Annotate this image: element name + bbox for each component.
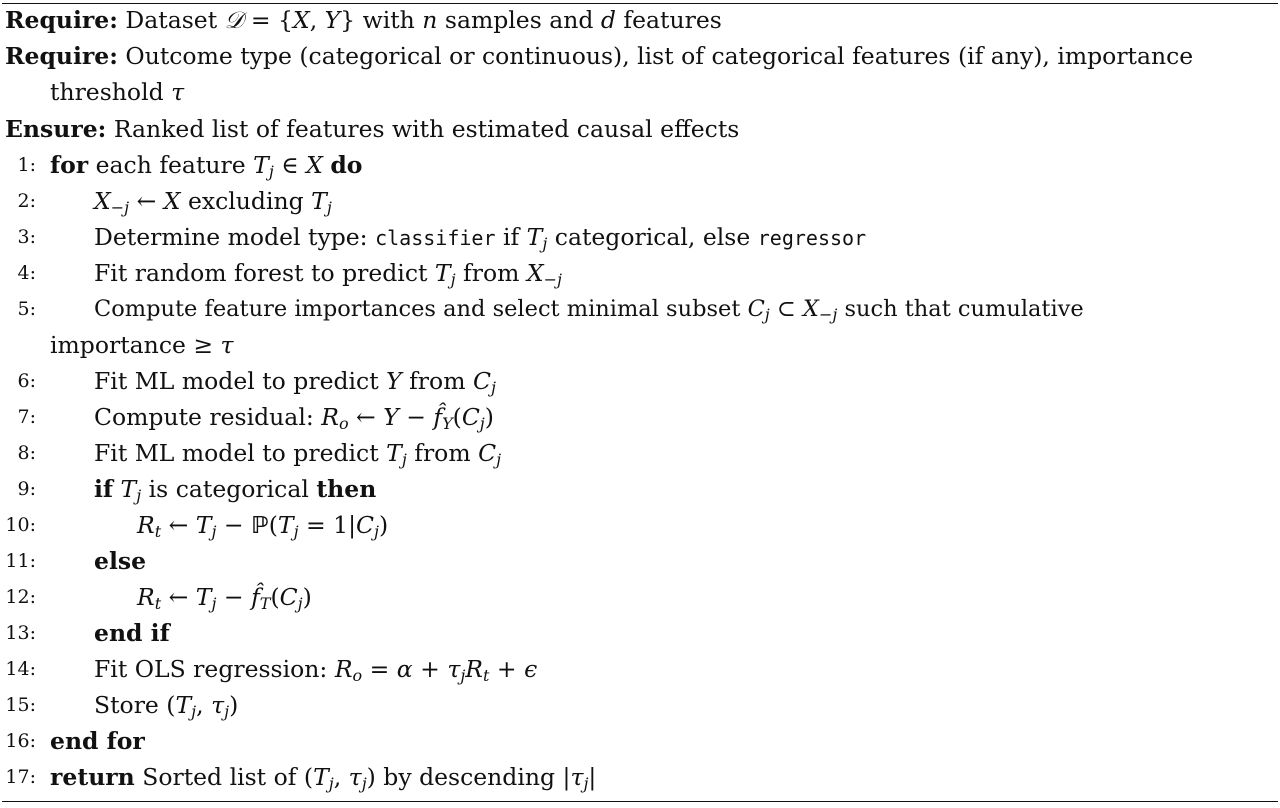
text: from [455,259,527,287]
math-sub: j [490,378,496,397]
require-dataset [0,2,1280,38]
math-C: C [461,403,480,431]
math-sub: j [211,594,217,613]
line-number: 4: [17,262,36,284]
math-tau: τ [220,331,234,359]
line-number: 9: [17,478,36,500]
algo-line-6 [0,363,1280,399]
keyword: end for [50,727,145,755]
keyword: for [50,151,89,179]
algo-line-3 [0,219,1280,255]
text: Compute residual: [94,403,322,431]
text: | [588,763,597,791]
math-T: T [120,475,137,503]
math-tau: τ [211,691,225,719]
algo-line-16 [0,723,1280,759]
require-label: Require: [5,42,118,70]
math-sub: j [542,234,548,253]
math-T: T [195,511,212,539]
keyword: if [94,475,114,503]
math-tau: τ [447,655,461,683]
text: Sorted list of ( [134,763,314,791]
text: such that cumulative [837,296,1084,322]
text: , [333,763,349,791]
math-fhat: f̂ [433,403,443,431]
math-sub: j [136,486,142,505]
text: Fit ML model to predict [94,367,387,395]
text: from [406,439,479,467]
math-sub: −j [543,270,562,289]
text: ( [268,511,278,539]
math-T: T [386,439,402,467]
line-number: 16: [5,730,36,752]
math-sub: j [460,666,466,685]
math-sub: j [496,450,502,469]
text: ) [378,511,389,539]
math-C: C [478,439,497,467]
math-sub: t [154,594,162,613]
math-T: T [175,691,192,719]
math-T: T [311,187,327,215]
text: threshold [50,78,172,106]
line-number: 8: [17,442,36,464]
text: ) [229,691,239,719]
algo-line-5 [0,291,1280,327]
text: excluding [180,187,312,215]
math-sub: j [293,522,299,541]
keyword: else [94,547,147,575]
math-C: C [356,511,375,539]
math-D: 𝒟 [224,6,244,34]
algo-line-15 [0,687,1280,723]
math-sub: −j [110,198,130,217]
text: Fit OLS regression: [94,655,335,683]
text: Compute feature importances and select minimal subset [94,296,748,322]
math-R: R [137,511,155,539]
text: features [615,6,722,34]
line-number: 10: [5,514,36,536]
text: ) [302,583,312,611]
text: is categorical [141,475,317,503]
math-X: X [292,6,310,34]
math-sub: j [374,522,379,541]
text: = { [243,6,293,34]
text: = [362,655,397,683]
math-sub: t [154,522,162,541]
text: Fit random forest to predict [94,259,435,287]
math-n: n [422,6,438,34]
math-X: X [163,187,181,215]
algo-line-9 [0,471,1280,507]
text: ) by descending | [366,763,571,791]
math-sub: T [259,594,271,613]
text: samples and [437,6,601,34]
line-number: 13: [5,622,36,644]
math-sub: j [583,774,589,793]
line-number: 5: [17,298,36,320]
keyword: then [316,475,377,503]
math-sub: j [224,702,230,721]
require-outcome-cont [0,74,1280,110]
algo-line-11 [0,543,1280,579]
code-classifier: classifier [375,226,496,250]
line-number: 14: [5,658,36,680]
math-sub: Y [442,414,453,433]
math-T: T [277,511,294,539]
line-number: 7: [17,406,36,428]
text: Determine model type: [94,223,376,251]
algo-line-12 [0,579,1280,615]
algo-line-1 [0,147,1280,183]
algo-line-13 [0,615,1280,651]
math-sub: j [479,414,485,433]
text: ← [348,403,384,431]
text: , [309,6,325,34]
text: Dataset [125,6,225,34]
algo-line-7 [0,399,1280,435]
require-outcome [0,38,1280,74]
text: − [216,511,252,539]
text: = 1| [298,511,357,539]
line-number: 12: [5,586,36,608]
math-P: ℙ [251,511,269,539]
text: Ranked list of features with estimated causal effects [113,115,740,143]
math-Y: Y [324,6,341,34]
math-tau: τ [570,763,584,791]
math-sub: j [328,774,334,793]
line-number: 1: [17,154,36,176]
math-R: R [321,403,339,431]
algo-line-4 [0,255,1280,291]
math-sub: j [361,774,367,793]
math-Y: Y [383,403,399,431]
ensure-line [0,111,1280,147]
keyword: do [330,151,363,179]
math-T: T [253,151,269,179]
math-T: T [195,583,212,611]
text: Outcome type (categorical or continuous), list of categorical features (if any), importance [125,42,1194,70]
line-number: 6: [17,370,36,392]
text: + [489,655,525,683]
algo-line-14 [0,651,1280,687]
math-epsilon: ϵ [524,655,538,683]
math-R: R [137,583,155,611]
math-sub: j [297,594,303,613]
bottom-rule [2,801,1278,802]
text: importance ≥ [50,331,221,359]
math-sub: j [268,162,274,181]
math-X: X [802,296,819,322]
text: ⊂ [769,296,803,322]
algo-line-17 [0,759,1280,795]
math-fhat: f̂ [251,583,260,611]
math-T: T [313,763,329,791]
math-T: T [526,223,543,251]
algo-line-10 [0,507,1280,543]
text: Fit ML model to predict [94,439,387,467]
text: ← [161,511,196,539]
algo-line-8 [0,435,1280,471]
math-X: X [306,151,323,179]
text: − [216,583,252,611]
math-tau: τ [171,78,185,106]
math-R: R [465,655,483,683]
line-number: 17: [5,766,36,788]
line-number: 11: [5,550,36,572]
math-sub: j [191,702,197,721]
line-number: 15: [5,694,36,716]
algo-line-2 [0,183,1280,219]
keyword: end if [94,619,170,647]
math-Y: Y [386,367,402,395]
text: ( [452,403,462,431]
text: categorical, else [547,223,758,251]
math-sub: o [352,666,363,685]
text: ← [129,187,164,215]
math-sub: j [211,522,217,541]
math-C: C [747,296,765,322]
text: − [398,403,434,431]
math-X: X [526,259,544,287]
math-C: C [472,367,491,395]
text: if [495,223,527,251]
text: Store ( [94,691,176,719]
require-label: Require: [5,6,118,34]
math-sub: t [483,666,490,685]
math-C: C [279,583,298,611]
math-T: T [434,259,451,287]
math-R: R [334,655,353,683]
line-number: 3: [17,226,36,248]
text: } with [340,6,423,34]
code-regressor: regressor [757,226,867,250]
text: ( [270,583,280,611]
math-sub: j [450,270,456,289]
text: + [412,655,448,683]
text: ) [484,403,494,431]
math-tau: τ [348,763,362,791]
math-sub: o [338,414,349,433]
math-sub: j [401,450,407,469]
math-X: X [94,187,111,215]
keyword: return [50,763,135,791]
text: each feature [88,151,254,179]
text: ∈ [273,151,307,179]
text: from [401,367,473,395]
text: , [196,691,212,719]
ensure-label: Ensure: [5,115,107,143]
math-d: d [600,6,616,34]
math-sub: j [326,198,332,217]
text: ← [161,583,196,611]
math-alpha: α [396,655,413,683]
line-number: 2: [17,190,36,212]
algo-line-5-cont [0,327,1280,363]
math-sub: −j [818,305,838,324]
math-sub: j [764,305,770,324]
